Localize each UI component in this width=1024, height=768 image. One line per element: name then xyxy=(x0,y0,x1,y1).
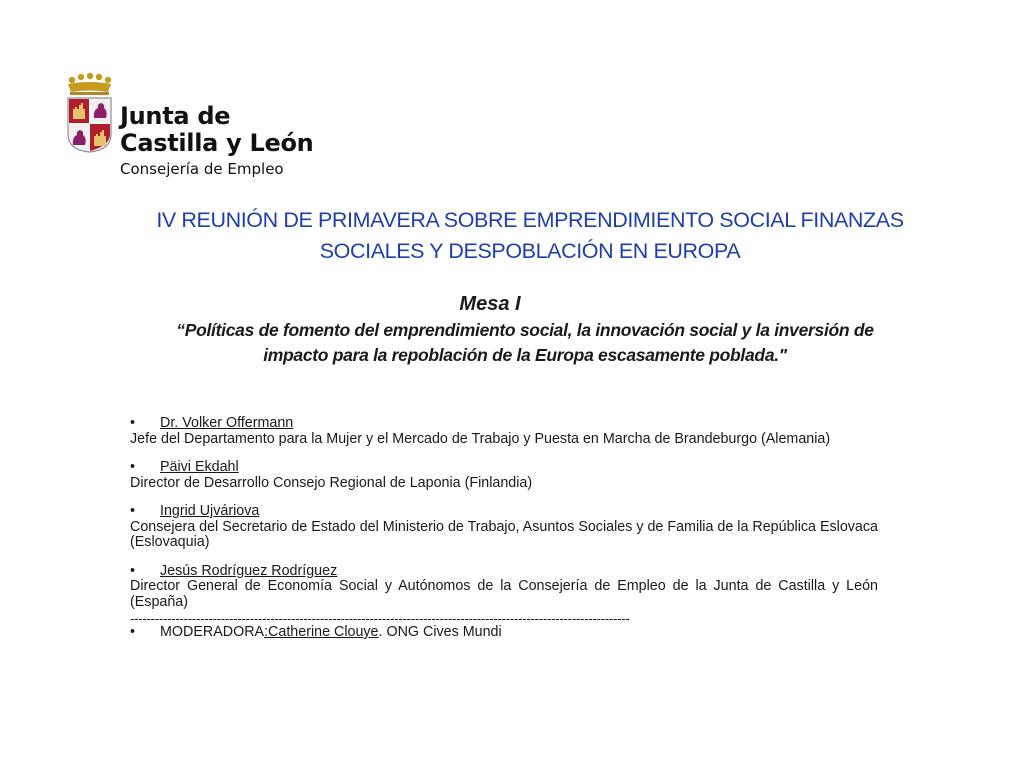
separator-line: ------------------------------------------------------------------------------------------------------------------------- xyxy=(130,612,630,625)
speaker-item xyxy=(130,564,878,611)
speaker-role: Director General de Economía Social y Autónomos de la Consejería de Empleo de la Junta de Castilla y León (España) xyxy=(130,578,878,610)
moderator-org: . ONG Cives Mundi xyxy=(378,624,502,640)
speaker-name: Päivi Ekdahl xyxy=(160,459,239,475)
panel-subtitle-line2: impacto para la repoblación de la Europa escasamente poblada." xyxy=(263,345,787,365)
logo-line2: Castilla y León xyxy=(120,129,314,157)
moderator-label: MODERADORA xyxy=(160,624,265,640)
speaker-item xyxy=(130,504,878,551)
bullet: • xyxy=(130,503,136,519)
panel-subtitle-line1: “Políticas de fomento del emprendimiento social, la innovación social y la inversión de xyxy=(176,320,874,340)
event-title-line2: SOCIALES Y DESPOBLACIÓN EN EUROPA xyxy=(319,239,741,263)
logo xyxy=(64,72,314,182)
speaker-name: Jesús Rodríguez Rodríguez xyxy=(160,562,338,579)
speaker-item xyxy=(130,416,878,447)
speaker-role: Director de Desarrollo Consejo Regional de Laponia (Finlandia) xyxy=(130,474,533,491)
bullet: • xyxy=(130,459,136,475)
moderator-name: Catherine Clouye xyxy=(268,624,379,640)
panel-label: Mesa I xyxy=(459,293,521,315)
speaker-name: Dr. Volker Offermann xyxy=(160,415,294,431)
speaker-name: Ingrid Ujváriova xyxy=(160,503,260,519)
speaker-item xyxy=(130,460,878,491)
speaker-list xyxy=(130,416,878,641)
coat-of-arms-icon xyxy=(64,72,112,154)
event-title-line1: IV REUNIÓN DE PRIMAVERA SOBRE EMPRENDIMIENTO SOCIAL FINANZAS xyxy=(156,208,904,232)
bullet: • xyxy=(130,415,136,431)
logo-line1: Junta de xyxy=(120,102,231,130)
speaker-role: Jefe del Departamento para la Mujer y el Mercado de Trabajo y Puesta en Marcha de Brandeburgo (Alemania) xyxy=(130,430,831,447)
bullet: • xyxy=(130,624,136,640)
logo-subline: Consejería de Empleo xyxy=(120,160,284,178)
event-title xyxy=(130,205,930,267)
panel-subtitle xyxy=(90,318,960,368)
bullet: • xyxy=(130,562,136,579)
moderator-colon: : xyxy=(264,624,269,640)
crown-icon xyxy=(68,73,111,95)
moderator-item xyxy=(130,625,878,641)
speaker-role: Consejera del Secretario de Estado del Ministerio de Trabajo, Asuntos Sociales y de Familia de la República Eslovaca (Eslovaquia) xyxy=(130,518,878,550)
